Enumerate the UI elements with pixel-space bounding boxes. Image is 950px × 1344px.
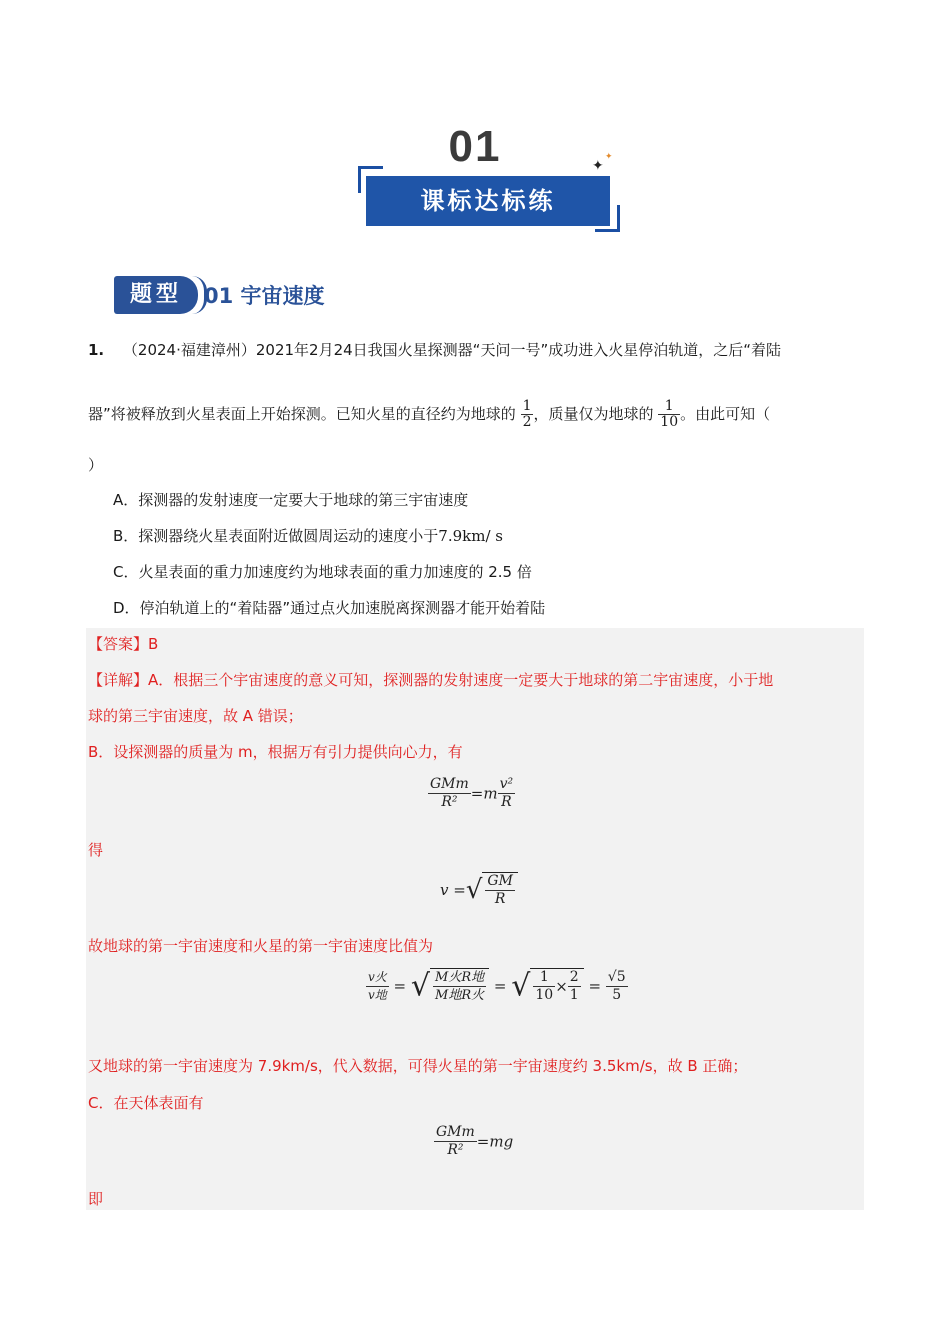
option-b bbox=[113, 526, 503, 546]
fraction-mass: $\frac{1}{10}$ bbox=[660, 398, 679, 430]
equation-surface-gravity: $\frac{\text{GMm}}{\text{R²}}$ =mg bbox=[436, 1124, 514, 1158]
question-line-1 bbox=[88, 340, 781, 360]
question-stem-2b: ，质量仅为地球的 bbox=[533, 405, 654, 423]
equation-velocity: v =√ $\frac{GM}{R}$ bbox=[440, 872, 518, 908]
option-b-text: B．探测器绕火星表面附近做圆周运动的速度小于 bbox=[113, 527, 439, 545]
section-number: 01 bbox=[448, 122, 502, 171]
option-d: D．停泊轨道上的“着陆器”通过点火加速脱离探测器才能开始着陆 bbox=[113, 599, 546, 617]
question-stem-3: ） bbox=[88, 456, 104, 474]
option-c: C．火星表面的重力加速度约为地球表面的重力加速度的 2.5 倍 bbox=[113, 563, 532, 581]
de-label: 得 bbox=[88, 841, 104, 859]
equation-velocity-ratio: $\frac{\text{v火}}{\text{v地}}$ = √ $\frac{\text{M火R地}}{\text{M地R火}}$ = √ $\frac{1}{10}$ × $\frac{2}{1}$ = $\frac{√5}{5}$ bbox=[368, 968, 626, 1004]
detail-line-1: 【详解】A．根据三个宇宙速度的意义可知，探测器的发射速度一定要大于地球的第二宇宙速度，小于地 bbox=[88, 671, 774, 689]
banner-title: 课标达标练 bbox=[366, 176, 610, 226]
sparkle-icon: ✦ bbox=[592, 158, 604, 174]
detail-c-line: C．在天体表面有 bbox=[88, 1094, 204, 1112]
equation-gravity-centripetal: $\frac{\text{GMm}}{\text{R²}}$ =m $\frac{\text{v²}}{R}$ bbox=[430, 776, 514, 810]
type-title: 01 宇宙速度 bbox=[204, 284, 325, 308]
question-source: （2024·福建漳州） bbox=[122, 341, 256, 359]
question-stem-1: 2021年2月24日我国火星探测器“天问一号”成功进入火星停泊轨道，之后“着陆 bbox=[255, 341, 781, 359]
detail-line-2: 球的第三宇宙速度，故 A 错误； bbox=[88, 707, 303, 725]
type-tag: 题型 bbox=[114, 276, 198, 314]
ji-label: 即 bbox=[88, 1190, 104, 1208]
option-a: A．探测器的发射速度一定要大于地球的第三宇宙速度 bbox=[113, 491, 469, 509]
question-stem-2a: 器”将被释放到火星表面上开始探测。已知火星的直径约为地球的 bbox=[88, 405, 516, 423]
sparkle-small-icon: ✦ bbox=[605, 152, 613, 162]
answer-line: 【答案】B bbox=[88, 635, 159, 653]
option-b-value: 7.9km/ s bbox=[438, 527, 503, 545]
question-number: 1. bbox=[88, 341, 105, 359]
ratio-line: 故地球的第一宇宙速度和火星的第一宇宙速度比值为 bbox=[88, 937, 434, 955]
question-line-2 bbox=[88, 396, 770, 432]
detail-b-line: B．设探测器的质量为 m，根据万有引力提供向心力，有 bbox=[88, 743, 463, 761]
question-stem-2c: 。由此可知（ bbox=[680, 405, 771, 423]
fraction-diameter: $\frac{1}{2}$ bbox=[522, 398, 532, 430]
speed-line: 又地球的第一宇宙速度为 7.9km/s，代入数据，可得火星的第一宇宙速度约 3.5km/s，故 B 正确； bbox=[88, 1057, 748, 1075]
